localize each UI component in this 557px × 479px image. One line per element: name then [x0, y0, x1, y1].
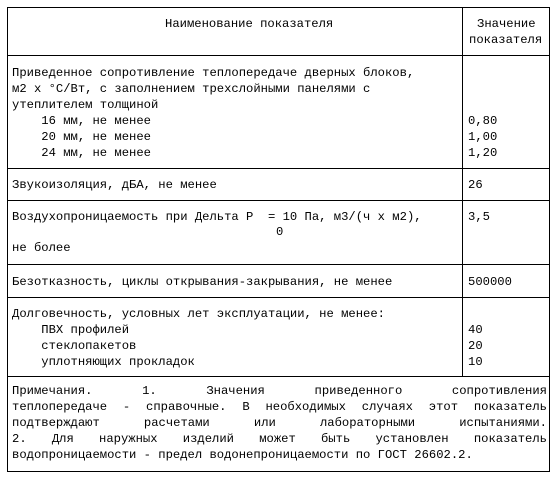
durability-sub-label: ПВХ профилей: [12, 323, 130, 337]
notes-line1: Примечания. 1. Значения приведенного сопротивления: [12, 384, 547, 398]
safety-value: 500000: [468, 275, 512, 289]
row-divider: [8, 264, 549, 265]
safety-label: Безотказность, циклы открывания-закрывания, не менее: [12, 275, 393, 289]
heat-sub-value: 1,20: [468, 146, 498, 160]
column-divider: [462, 8, 463, 376]
durability-sub-value: 20: [468, 339, 483, 353]
heat-sub-value: 0,80: [468, 114, 498, 128]
notes-line2: теплопередаче - справочные. В необходимых случаях этот показатель: [12, 400, 547, 414]
durability-sub-value: 10: [468, 355, 483, 369]
notes-line5: водопроницаемости - предел водонепроницаемости по ГОСТ 26602.2.: [12, 448, 473, 462]
durability-sub-value: 40: [468, 323, 483, 337]
header-value-line2: показателя: [469, 33, 543, 47]
row-divider: [8, 297, 549, 298]
air-value: 3,5: [468, 210, 490, 224]
row-divider: [8, 200, 549, 201]
header-value-line1: Значение: [477, 17, 536, 31]
heat-sub-label: 24 мм, не менее: [12, 146, 151, 160]
air-label-line1: Воздухопроницаемость при Дельта P = 10 Па, м3/(ч x м2),: [12, 210, 422, 224]
specs-table: [7, 7, 550, 472]
sound-value: 26: [468, 178, 483, 192]
notes-line4: 2. Для наружных изделий может быть установлен показатель: [12, 432, 547, 446]
row-divider: [8, 376, 549, 377]
notes-line3: подтверждают расчетами или лабораторными испытаниями.: [12, 416, 547, 430]
header-name: Наименование показателя: [165, 17, 334, 31]
row-divider: [8, 168, 549, 169]
heat-sub-value: 1,00: [468, 130, 498, 144]
air-label-line2: не более: [12, 241, 71, 255]
heat-sub-label: 20 мм, не менее: [12, 130, 151, 144]
heat-label-line1: Приведенное сопротивление теплопередаче дверных блоков,: [12, 66, 415, 80]
air-subscript: 0: [276, 225, 284, 239]
row-divider: [8, 55, 549, 56]
durability-sub-label: стеклопакетов: [12, 339, 137, 353]
durability-sub-label: уплотняющих прокладок: [12, 355, 195, 369]
heat-label-line3: утеплителем толщиной: [12, 98, 159, 112]
sound-label: Звукоизоляция, дБА, не менее: [12, 178, 217, 192]
heat-sub-label: 16 мм, не менее: [12, 114, 151, 128]
durability-label: Долговечность, условных лет эксплуатации, не менее:: [12, 307, 385, 321]
heat-label-line2: м2 x °С/Вт, с заполнением трехслойными панелями с: [12, 82, 371, 96]
